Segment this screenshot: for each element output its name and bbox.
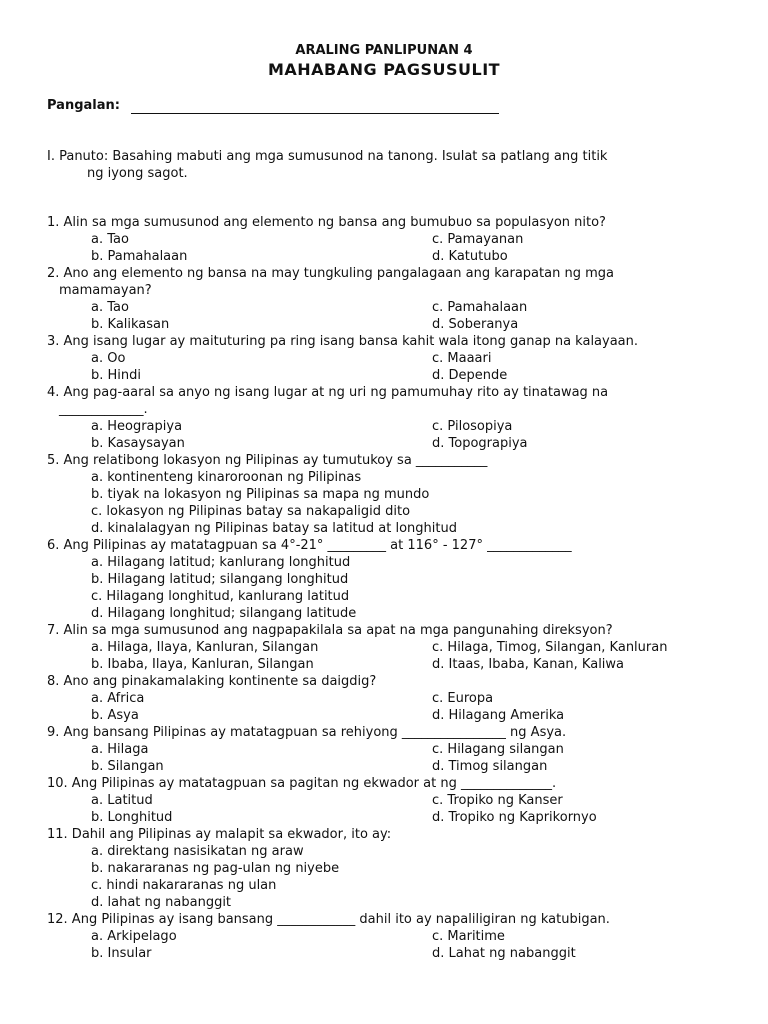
question-text-line: 3. Ang isang lugar ay maituturing pa ring isang bansa kahit wala itong ganap na kalayaan. <box>47 334 639 349</box>
answer-option[interactable]: d. Tropiko ng Kaprikornyo <box>432 810 597 825</box>
answer-option[interactable]: a. Hilaga <box>91 742 149 757</box>
answer-option[interactable]: a. Latitud <box>91 793 153 808</box>
question-text-line: 12. Ang Pilipinas ay isang bansang ____________ dahil ito ay napaliligiran ng katubigan. <box>47 912 610 927</box>
answer-option[interactable]: d. Soberanya <box>432 317 519 332</box>
answer-option[interactable]: a. Heograpiya <box>91 419 183 434</box>
answer-choices <box>47 639 747 673</box>
answer-option[interactable]: b. Asya <box>91 708 139 723</box>
answer-option[interactable]: c. Maaari <box>432 351 492 366</box>
question-text-line: 2. Ano ang elemento ng bansa na may tungkuling pangalagaan ang karapatan ng mga <box>47 266 614 281</box>
answer-option[interactable]: c. hindi nakararanas ng ulan <box>91 878 277 893</box>
question-12 <box>47 911 747 962</box>
question-text-line: 9. Ang bansang Pilipinas ay matatagpuan sa rehiyong ________________ ng Asya. <box>47 725 567 740</box>
answer-option[interactable]: b. Kasaysayan <box>91 436 185 451</box>
question-text <box>47 214 747 231</box>
answer-option[interactable]: a. Africa <box>91 691 145 706</box>
answer-option[interactable]: d. Katutubo <box>432 249 508 264</box>
name-label: Pangalan: <box>47 98 120 113</box>
answer-choices <box>47 843 747 911</box>
answer-choices <box>47 350 747 384</box>
answer-choices <box>47 792 747 826</box>
exam-title: MAHABANG PAGSUSULIT <box>267 60 501 79</box>
question-11 <box>47 826 747 911</box>
answer-option[interactable]: d. Hilagang longhitud; silangang latitude <box>91 606 357 621</box>
answer-option[interactable]: d. Hilagang Amerika <box>432 708 565 723</box>
question-2 <box>47 265 747 333</box>
answer-option[interactable]: a. Oo <box>91 351 126 366</box>
answer-option[interactable]: b. Insular <box>91 946 152 961</box>
question-6 <box>47 537 747 622</box>
answer-option[interactable]: d. Itaas, Ibaba, Kanan, Kaliwa <box>432 657 625 672</box>
answer-option[interactable]: d. lahat ng nabanggit <box>91 895 232 910</box>
answer-choices <box>47 690 747 724</box>
question-text-continuation: _____________. <box>59 402 148 417</box>
answer-option[interactable]: a. Hilaga, Ilaya, Kanluran, Silangan <box>91 640 319 655</box>
answer-choices <box>47 231 747 265</box>
question-text <box>47 384 747 418</box>
question-4 <box>47 384 747 452</box>
answer-option[interactable]: b. Kalikasan <box>91 317 170 332</box>
answer-choices <box>47 299 747 333</box>
answer-option[interactable]: d. kinalalagyan ng Pilipinas batay sa latitud at longhitud <box>91 521 457 536</box>
question-text <box>47 452 747 469</box>
answer-option[interactable]: b. tiyak na lokasyon ng Pilipinas sa mapa ng mundo <box>91 487 430 502</box>
question-text-line: 1. Alin sa mga sumusunod ang elemento ng bansa ang bumubuo sa populasyon nito? <box>47 215 606 230</box>
answer-option[interactable]: a. direktang nasisikatan ng araw <box>91 844 304 859</box>
answer-option[interactable]: b. Ibaba, Ilaya, Kanluran, Silangan <box>91 657 314 672</box>
question-8 <box>47 673 747 724</box>
answer-option[interactable]: a. kontinenteng kinaroroonan ng Pilipinas <box>91 470 362 485</box>
question-text <box>47 537 747 554</box>
answer-option[interactable]: d. Topograpiya <box>432 436 528 451</box>
answer-option[interactable]: c. Pamayanan <box>432 232 524 247</box>
question-text-line: 6. Ang Pilipinas ay matatagpuan sa 4°-21° _________ at 116° - 127° _____________ <box>47 538 572 553</box>
question-text <box>47 911 747 928</box>
answer-option[interactable]: b. Longhitud <box>91 810 173 825</box>
question-text-continuation: mamamayan? <box>59 283 152 298</box>
answer-option[interactable]: c. Tropiko ng Kanser <box>432 793 563 808</box>
question-text-line: 7. Alin sa mga sumusunod ang nagpapakilala sa apat na mga pangunahing direksyon? <box>47 623 613 638</box>
question-text <box>47 265 747 299</box>
answer-choices <box>47 469 747 537</box>
question-7 <box>47 622 747 673</box>
answer-option[interactable]: b. Silangan <box>91 759 164 774</box>
answer-option[interactable]: c. Hilaga, Timog, Silangan, Kanluran <box>432 640 668 655</box>
answer-option[interactable]: a. Hilagang latitud; kanlurang longhitud <box>91 555 351 570</box>
question-10 <box>47 775 747 826</box>
question-3 <box>47 333 747 384</box>
answer-option[interactable]: c. lokasyon ng Pilipinas batay sa nakapaligid dito <box>91 504 411 519</box>
answer-choices <box>47 418 747 452</box>
answer-option[interactable]: c. Hilagang longhitud, kanlurang latitud <box>91 589 350 604</box>
answer-option[interactable]: c. Pilosopiya <box>432 419 513 434</box>
instructions-line-2: ng iyong sagot. <box>87 166 188 181</box>
question-text <box>47 673 747 690</box>
answer-option[interactable]: d. Depende <box>432 368 508 383</box>
subject-heading: ARALING PANLIPUNAN 4 <box>295 43 473 58</box>
question-text-line: 4. Ang pag-aaral sa anyo ng isang lugar at ng uri ng pamumuhay rito ay tinatawag na <box>47 385 609 400</box>
name-field <box>47 97 499 114</box>
question-text-line: 5. Ang relatibong lokasyon ng Pilipinas ay tumutukoy sa ___________ <box>47 453 488 468</box>
answer-option[interactable]: a. Tao <box>91 300 129 315</box>
answer-option[interactable]: c. Pamahalaan <box>432 300 528 315</box>
instructions <box>47 148 747 182</box>
answer-option[interactable]: b. Hindi <box>91 368 142 383</box>
answer-option[interactable]: d. Timog silangan <box>432 759 548 774</box>
instructions-line-1: I. Panuto: Basahing mabuti ang mga sumusunod na tanong. Isulat sa patlang ang titik <box>47 149 608 164</box>
answer-option[interactable]: c. Europa <box>432 691 494 706</box>
question-list <box>47 214 747 962</box>
name-blank-line[interactable] <box>131 99 499 114</box>
question-text <box>47 622 747 639</box>
question-text <box>47 826 747 843</box>
answer-option[interactable]: a. Arkipelago <box>91 929 177 944</box>
answer-option[interactable]: c. Hilagang silangan <box>432 742 564 757</box>
answer-choices <box>47 928 747 962</box>
question-5 <box>47 452 747 537</box>
question-text-line: 10. Ang Pilipinas ay matatagpuan sa pagitan ng ekwador at ng ______________. <box>47 776 557 791</box>
answer-option[interactable]: b. Hilagang latitud; silangang longhitud <box>91 572 349 587</box>
question-text <box>47 724 747 741</box>
answer-option[interactable]: b. Pamahalaan <box>91 249 188 264</box>
question-1 <box>47 214 747 265</box>
question-text-line: 11. Dahil ang Pilipinas ay malapit sa ekwador, ito ay: <box>47 827 392 842</box>
answer-option[interactable]: c. Maritime <box>432 929 505 944</box>
answer-option[interactable]: d. Lahat ng nabanggit <box>432 946 576 961</box>
answer-choices <box>47 554 747 622</box>
question-text <box>47 775 747 792</box>
answer-option[interactable]: a. Tao <box>91 232 129 247</box>
question-text <box>47 333 747 350</box>
question-9 <box>47 724 747 775</box>
answer-choices <box>47 741 747 775</box>
answer-option[interactable]: b. nakararanas ng pag-ulan ng niyebe <box>91 861 340 876</box>
question-text-line: 8. Ano ang pinakamalaking kontinente sa daigdig? <box>47 674 377 689</box>
